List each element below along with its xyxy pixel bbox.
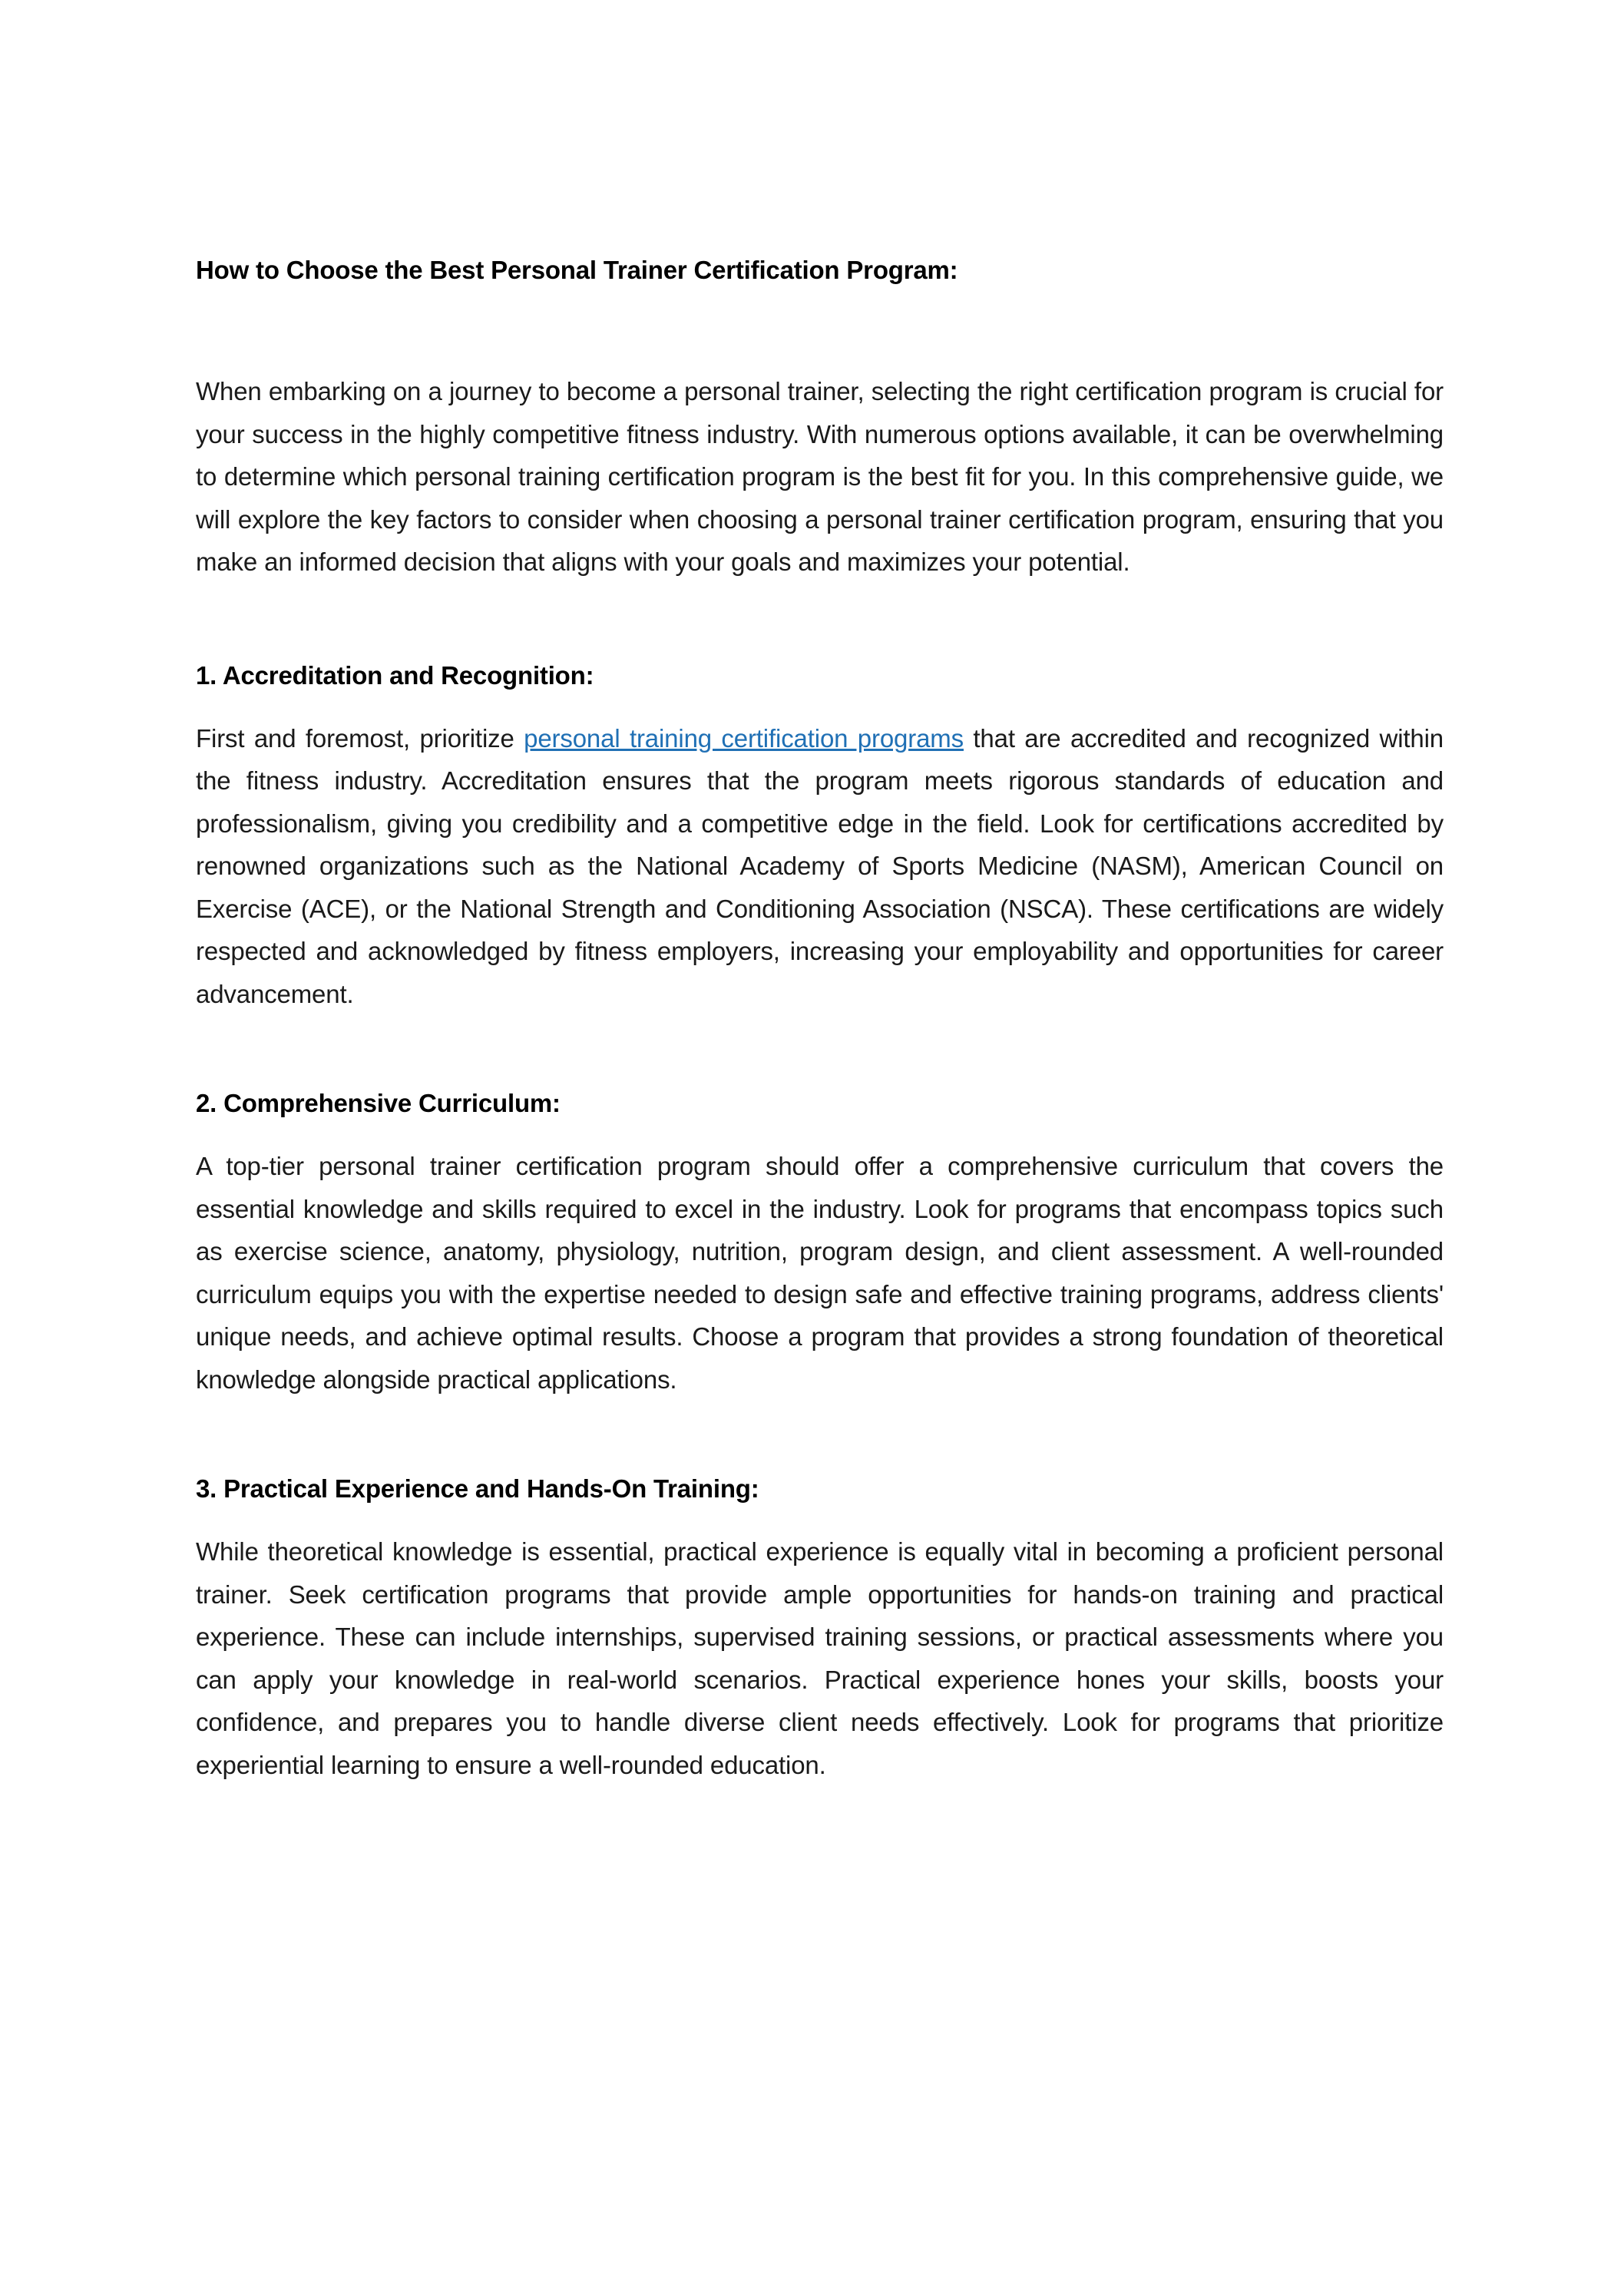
section2-section3-spacer: [196, 1401, 1444, 1472]
intro-section-spacer: [196, 584, 1444, 659]
section-heading-curriculum: 2. Comprehensive Curriculum:: [196, 1089, 561, 1117]
page-title: How to Choose the Best Personal Trainer Certification Program:: [196, 256, 958, 284]
heading-paragraph-spacer: [196, 693, 1444, 717]
intro-paragraph: When embarking on a journey to become a personal trainer, selecting the right certification program is crucial for your success in the highly competitive fitness industry. With numerous options available, it can be overwhelming to determine which personal training certification program is the best fit for you. In this comprehensive guide, we will explore the key factors to consider when choosing a personal trainer certification program, ensuring that you make an informed decision that aligns with your goals and maximizes your potential.: [196, 377, 1444, 576]
title-spacer: [196, 287, 1444, 370]
section-paragraph-curriculum: A top-tier personal trainer certification program should offer a comprehensive curriculum that covers the essential knowledge and skills required to excel in the industry. Look for programs that encompass topics such as exercise science, anatomy, physiology, nutrition, program design, and client assessment. A well-rounded curriculum equips you with the expertise needed to design safe and effective training programs, address clients' unique needs, and achieve optimal results. Choose a program that provides a strong foundation of theoretical knowledge alongside practical applications.: [196, 1152, 1444, 1394]
section1-section2-spacer: [196, 1015, 1444, 1087]
paragraph-text-tail: that are accredited and recognized within the fitness industry. Accreditation ensures that the program meets rigorous standards of education and professionalism, giving you credibility and a competitive edge in the field. Look for certifications accredited by renowned organizations such as the National Academy of Sports Medicine (NASM), American Council on Exercise (ACE), or the National Strength and Conditioning Association (NSCA). These certifications are widely respected and acknowledged by fitness employers, increasing your employability and opportunities for career advancement.: [196, 723, 1444, 1008]
personal-training-certification-programs-link[interactable]: personal training certification programs: [524, 723, 964, 753]
section-heading-accreditation: 1. Accreditation and Recognition:: [196, 660, 594, 690]
heading-paragraph-spacer-2: [196, 1120, 1444, 1145]
heading-paragraph-spacer-3: [196, 1506, 1444, 1530]
section-paragraph-practical-experience: While theoretical knowledge is essential, practical experience is equally vital in becoming a proficient personal trainer. Seek certification programs that provide ample opportunities for hands-on training and practical experience. These can include internships, supervised training sessions, or practical assessments where you can apply your knowledge in real-world scenarios. Practical experience hones your skills, boosts your confidence, and prepares you to handle diverse client needs effectively. Look for programs that prioritize experiential learning to ensure a well-rounded education.: [196, 1537, 1444, 1779]
document-content: [196, 253, 1444, 1786]
section-paragraph-accreditation: [196, 717, 1444, 1016]
section-heading-practical-experience: 3. Practical Experience and Hands-On Training:: [196, 1474, 759, 1503]
paragraph-text-lead: First and foremost, prioritize: [196, 723, 524, 753]
